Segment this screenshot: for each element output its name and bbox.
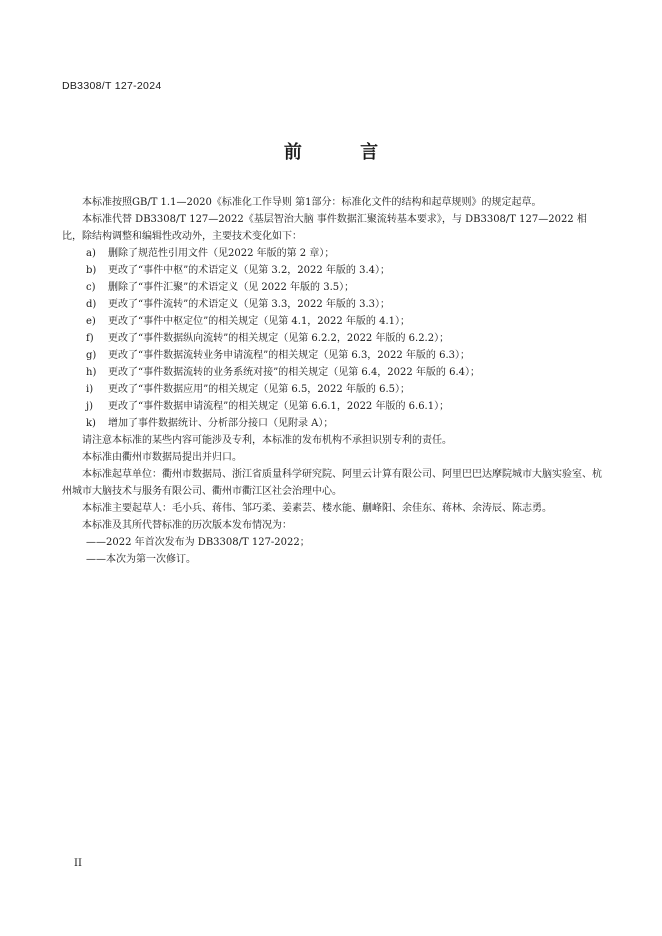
list-item xyxy=(62,313,602,330)
list-marker: g) xyxy=(86,350,97,361)
patent-notice: 请注意本标准的某些内容可能涉及专利，本标准的发布机构不承担识别专利的责任。 xyxy=(82,435,452,446)
list-item-text: 增加了事件数据统计、分析部分接口（见附录 A）； xyxy=(108,418,334,429)
list-item-text: 更改了“事件中枢定位”的相关规定（见第 4.1，2022 年版的 4.1）； xyxy=(108,316,411,327)
drafting-units: 本标准起草单位：衢州市数据局、浙江省质量科学研究院、阿里云计算有限公司、阿里巴巴达摩院城市大脑实验室、杭州城市大脑技术与服务有限公司、衢州市衢江区社会治理中心。 xyxy=(62,469,602,497)
list-item-text: 删除了规范性引用文件（见2022 年版的第 2 章）； xyxy=(108,248,335,259)
list-marker: h) xyxy=(86,367,97,378)
proposer-statement: 本标准由衢州市数据局提出并归口。 xyxy=(82,452,242,463)
intro-paragraph: 本标准按照GB/T 1.1—2020《标准化工作导则 第1部分：标准化文件的结构和起草规则》的规定起草。 xyxy=(82,197,542,208)
intro-paragraph: 本标准代替 DB3308/T 127—2022《基层智治大脑 事件数据汇聚流转基本要求》，与 DB3308/T 127—2022 相比，除结构调整和编辑性改动外，主要技术变化如下： xyxy=(62,214,587,242)
list-item-text: 更改了“事件数据应用”的相关规定（见第 6.5，2022 年版的 6.5）； xyxy=(108,384,411,395)
list-marker: i) xyxy=(86,384,94,395)
list-marker: k) xyxy=(86,418,96,429)
list-item xyxy=(62,364,602,381)
page-number: II xyxy=(74,858,82,869)
page-title: 前 言 xyxy=(283,142,405,163)
foreword-body xyxy=(62,194,602,568)
list-item-text: 更改了“事件流转”的术语定义（见第 3.3，2022 年版的 3.3）； xyxy=(108,299,391,310)
list-item-text: 更改了“事件数据流转业务申请流程”的相关规定（见第 6.3，2022 年版的 6.3）； xyxy=(108,350,471,361)
list-item-text: 更改了“事件数据纵向流转”的相关规定（见第 6.2.2，2022 年版的 6.2.2）； xyxy=(108,333,450,344)
list-item xyxy=(62,347,602,364)
list-item xyxy=(62,245,602,262)
list-item-text: 更改了“事件中枢”的术语定义（见第 3.2，2022 年版的 3.4）； xyxy=(108,265,391,276)
list-item xyxy=(62,330,602,347)
list-item xyxy=(62,279,602,296)
changes-list xyxy=(62,245,602,432)
drafters: 本标准主要起草人：毛小兵、蒋伟、邹巧柔、姜素芸、楼水能、蒯峰阳、余佳东、蒋林、余涛辰、陈志勇。 xyxy=(82,503,552,514)
list-item xyxy=(62,398,602,415)
list-item xyxy=(62,262,602,279)
history-item: ——2022 年首次发布为 DB3308/T 127-2022； xyxy=(86,537,310,548)
list-item-text: 更改了“事件数据流转的业务系统对接”的相关规定（见第 6.4，2022 年版的 6.4）； xyxy=(108,367,481,378)
standard-number: DB3308/T 127-2024 xyxy=(62,80,162,92)
list-marker: e) xyxy=(86,316,96,327)
list-item-text: 删除了“事件汇聚”的术语定义（见 2022 年版的 3.5）； xyxy=(108,282,355,293)
list-item xyxy=(62,415,602,432)
list-marker: c) xyxy=(86,282,96,293)
list-marker: d) xyxy=(86,299,97,310)
history-intro: 本标准及其所代替标准的历次版本发布情况为： xyxy=(82,520,292,531)
list-item-text: 更改了“事件数据申请流程”的相关规定（见第 6.6.1，2022 年版的 6.6.1）； xyxy=(108,401,450,412)
list-marker: a) xyxy=(86,248,96,259)
history-item: ——本次为第一次修订。 xyxy=(86,554,196,565)
list-item xyxy=(62,296,602,313)
list-marker: f) xyxy=(86,333,94,344)
list-marker: j) xyxy=(86,401,94,412)
list-marker: b) xyxy=(86,265,97,276)
list-item xyxy=(62,381,602,398)
